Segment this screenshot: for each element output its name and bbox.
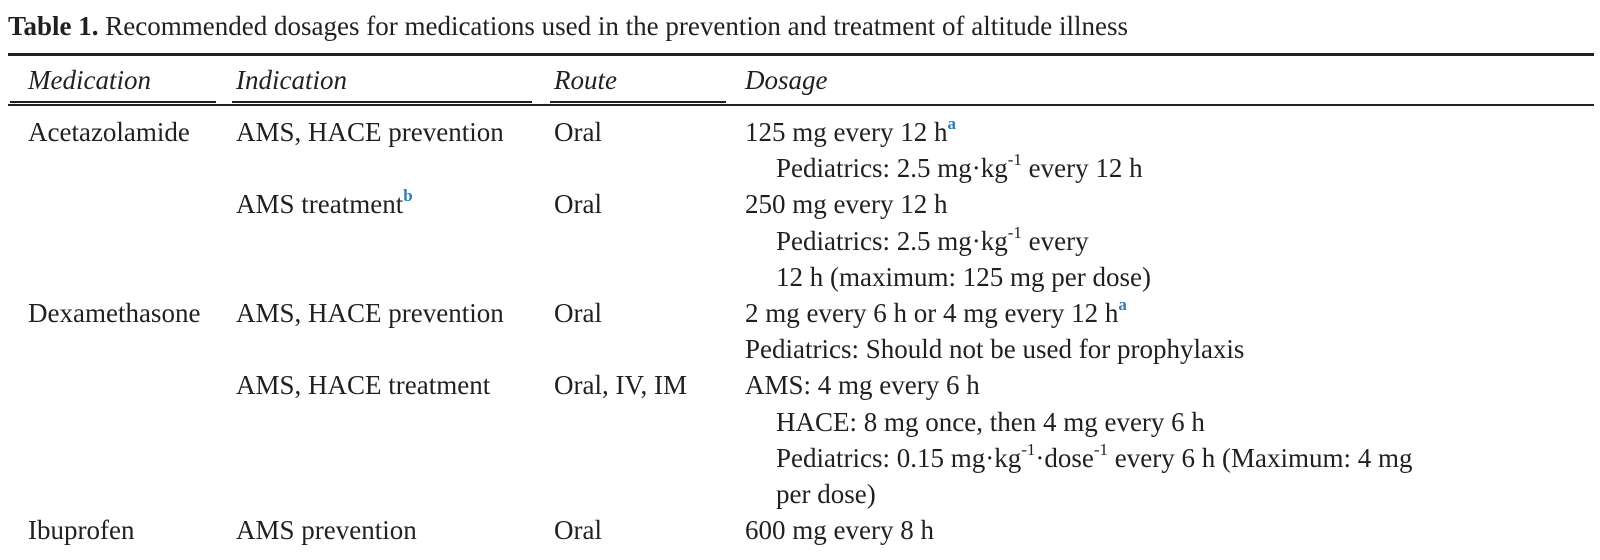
unit-exponent: -1	[1007, 222, 1022, 242]
dosage-text: Pediatrics: Should not be used for prophylaxis	[745, 334, 1245, 365]
header-indication: Indication	[236, 65, 347, 95]
dosage-text: every	[1021, 225, 1089, 256]
dosage-text: AMS: 4 mg every 6 h	[745, 370, 980, 401]
cell-medication: Acetazolamide	[28, 117, 190, 147]
dosage-line	[745, 186, 947, 222]
cell-medication: Ibuprofen	[28, 515, 135, 546]
dosage-line	[776, 404, 1205, 440]
dosage-text: per dose)	[776, 479, 876, 509]
unit-exponent: -1	[1007, 150, 1022, 170]
dosage-line	[745, 331, 1244, 367]
dosage-text: 2 mg every 6 h or 4 mg every 12 h	[745, 298, 1119, 328]
dosage-line	[776, 223, 1089, 259]
dosage-text: Pediatrics: 2.5 mg·kg	[776, 225, 1008, 256]
footnote-marker: b	[403, 186, 413, 206]
dosage-line	[776, 440, 1413, 476]
dosage-line	[745, 512, 934, 548]
dosage-text: every 12 h	[1021, 153, 1143, 184]
cell-indication	[236, 295, 504, 331]
indication-text: AMS, HACE prevention	[236, 298, 504, 328]
dosage-text: 125 mg every 12 h	[745, 117, 948, 147]
header-dosage: Dosage	[745, 65, 828, 95]
cell-indication	[236, 114, 504, 150]
dosage-line	[745, 295, 1127, 331]
table-caption-text: Recommended dosages for medications used in the prevention and treatment of altitude illness	[105, 11, 1129, 41]
footnote-marker: a	[1118, 295, 1127, 314]
cell-indication	[236, 367, 490, 403]
cell-route: Oral	[554, 117, 602, 147]
cell-medication: Dexamethasone	[28, 298, 201, 328]
indication-text: AMS, HACE prevention	[236, 117, 504, 147]
table-header-rule	[8, 104, 1594, 106]
dosage-line	[776, 476, 876, 512]
dosage-text: ·dose	[1035, 442, 1094, 473]
indication-text: AMS treatment	[236, 189, 404, 220]
table-top-rule	[8, 53, 1594, 56]
cell-indication	[236, 186, 413, 222]
footnote-marker: a	[947, 114, 956, 133]
header-underline-medication	[10, 101, 216, 103]
dosage-line	[776, 150, 1143, 186]
cell-route: Oral	[554, 515, 602, 546]
dosage-text: 250 mg every 12 h	[745, 189, 948, 220]
table-caption	[8, 8, 1128, 44]
unit-exponent: -1	[1021, 439, 1036, 459]
header-medication: Medication	[28, 65, 151, 95]
dosage-text: every 6 h (Maximum: 4 mg	[1108, 442, 1413, 473]
dosage-text: HACE: 8 mg once, then 4 mg every 6 h	[776, 406, 1205, 437]
dosage-text: Pediatrics: 2.5 mg·kg	[776, 153, 1008, 184]
dosage-line	[745, 114, 956, 150]
cell-route: Oral	[554, 189, 602, 220]
indication-text: AMS prevention	[236, 515, 417, 546]
dosage-line	[776, 259, 1151, 295]
dosage-text: 12 h (maximum: 125 mg per dose)	[776, 261, 1151, 292]
header-underline-route	[550, 101, 726, 103]
cell-route: Oral, IV, IM	[554, 370, 687, 401]
unit-exponent: -1	[1093, 439, 1109, 459]
table-caption-label: Table 1.	[8, 11, 99, 41]
dosage-line	[745, 367, 980, 403]
cell-indication	[236, 512, 417, 548]
header-underline-indication	[232, 101, 532, 103]
indication-text: AMS, HACE treatment	[236, 370, 491, 401]
cell-route: Oral	[554, 298, 602, 328]
header-route: Route	[554, 65, 617, 95]
dosage-text: Pediatrics: 0.15 mg·kg	[776, 442, 1022, 473]
dosage-text: 600 mg every 8 h	[745, 515, 934, 546]
